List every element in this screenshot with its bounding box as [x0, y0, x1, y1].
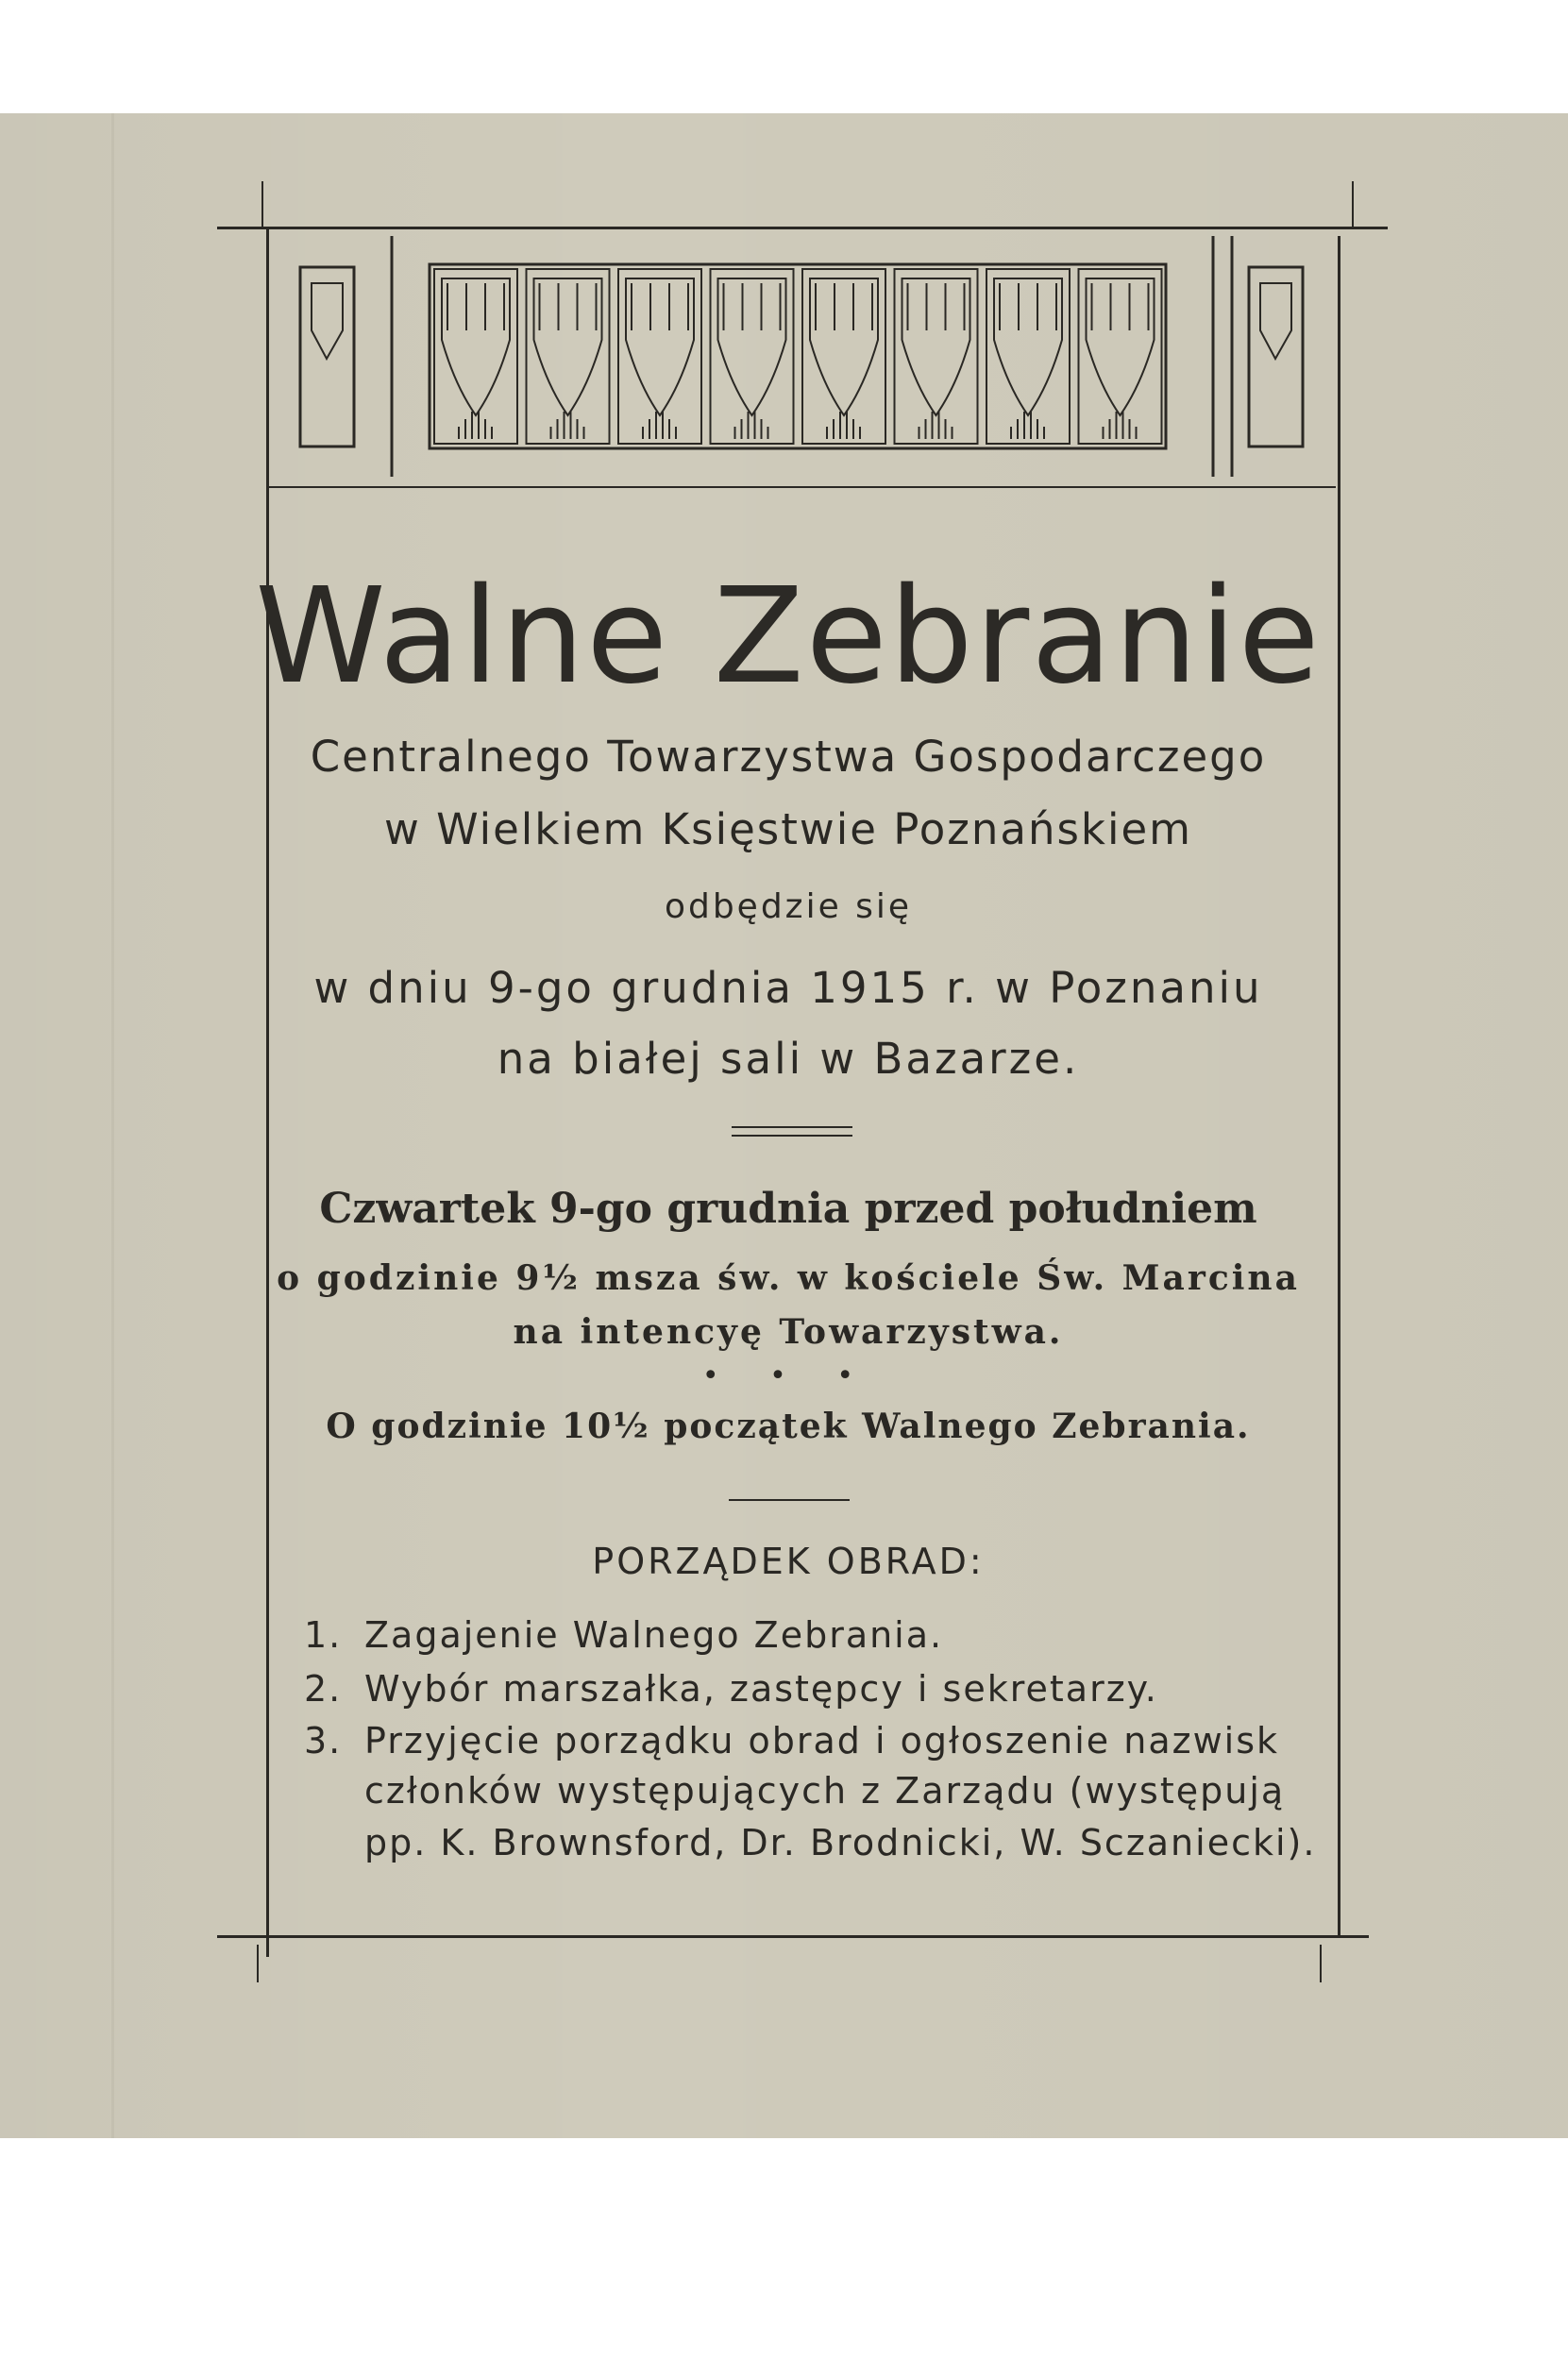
agenda-item-text: Przyjęcie porządku obrad i ogłoszenie nazwisk: [364, 1720, 1280, 1762]
subtitle-line-1: Centralnego Towarzystwa Gospodarczego: [310, 732, 1267, 782]
decorative-frieze: [0, 0, 1568, 491]
page-title: Walne Zebranie: [255, 560, 1322, 714]
agenda-item: [304, 1720, 1305, 1762]
will-take-place-line: odbędzie się: [664, 887, 913, 926]
agenda-item-number: 1.: [304, 1614, 343, 1656]
intention-line: na intencyę Towarzystwa.: [513, 1312, 1064, 1352]
agenda-item: [304, 1668, 1305, 1710]
divider-single: [729, 1499, 850, 1501]
agenda-title: PORZĄDEK OBRAD:: [592, 1541, 985, 1582]
agenda-item-number: 2.: [304, 1668, 343, 1710]
agenda-item-text: Zagajenie Walnego Zebrania.: [364, 1614, 944, 1656]
separator-dots: • • •: [701, 1359, 875, 1392]
date-line: w dniu 9-go grudnia 1915 r. w Poznaniu: [313, 963, 1263, 1013]
agenda-item-number: 3.: [304, 1720, 343, 1762]
subtitle-line-2: w Wielkiem Księstwie Poznańskiem: [383, 804, 1193, 854]
agenda-item-continuation: pp. K. Brownsford, Dr. Brodnicki, W. Sczaniecki).: [364, 1822, 1317, 1863]
schedule-heading: Czwartek 9-go grudnia przed południem: [319, 1185, 1257, 1233]
agenda-item: [304, 1614, 1305, 1656]
agenda-item-continuation: członków występujących z Zarządu (występują: [364, 1770, 1286, 1812]
agenda-item-text: Wybór marszałka, zastępcy i sekretarzy.: [364, 1668, 1158, 1710]
meeting-start-line: O godzinie 10½ początek Walnego Zebrania.: [326, 1407, 1251, 1446]
place-line: na białej sali w Bazarze.: [497, 1034, 1080, 1084]
mass-line: o godzinie 9½ msza św. w kościele Św. Marcina: [277, 1258, 1300, 1298]
